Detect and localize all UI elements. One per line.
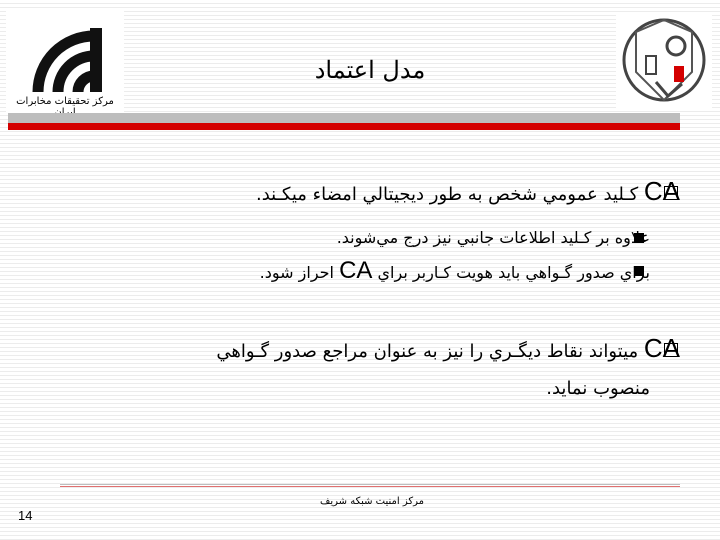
ca-term: CA <box>643 176 680 206</box>
bullet-2 <box>216 333 680 364</box>
subbullet-2-text-after: احراز شود. <box>259 263 334 282</box>
page-number: 14 <box>18 508 33 523</box>
bullet-2-line2: منصوب نمايد. <box>546 378 650 399</box>
logo-caption: مرکز تحقیقات مخابرات <box>16 96 114 107</box>
subbullet-2 <box>260 257 650 285</box>
footer-accent-rule <box>60 486 680 487</box>
university-logo <box>616 12 712 110</box>
ca-term: CA <box>643 333 680 363</box>
header-rule <box>8 113 680 123</box>
bullet-1 <box>256 176 680 207</box>
footer-text: مرکز امنیت شبکه شریف <box>320 496 424 507</box>
subbullet-1-text: علاوه بر كـليد اطلاعات جانبي نيز درج مي‌شوند. <box>336 228 650 247</box>
bullet-1-text: كـليد عمومي شخص به طور ديجيتالي امضاء ميكـند. <box>256 184 639 205</box>
subbullet-2-text-before: براي صدور گـواهي بايد هويت كـاربر براي <box>377 263 650 282</box>
subbullet-1 <box>337 228 650 247</box>
ca-term: CA <box>339 257 373 284</box>
emblem-icon <box>616 12 712 110</box>
bullet-2-continued <box>546 378 650 399</box>
itrc-logo <box>6 10 124 112</box>
header-accent-rule <box>8 123 680 130</box>
footer-rule <box>60 484 680 485</box>
bullet-2-line1: ميتواند نقاط ديگـري را نيز به عنوان مراجع صدور گـواهي <box>216 341 639 362</box>
signal-waves-icon <box>20 18 110 94</box>
slide-title: مدل اعتماد <box>314 56 426 84</box>
